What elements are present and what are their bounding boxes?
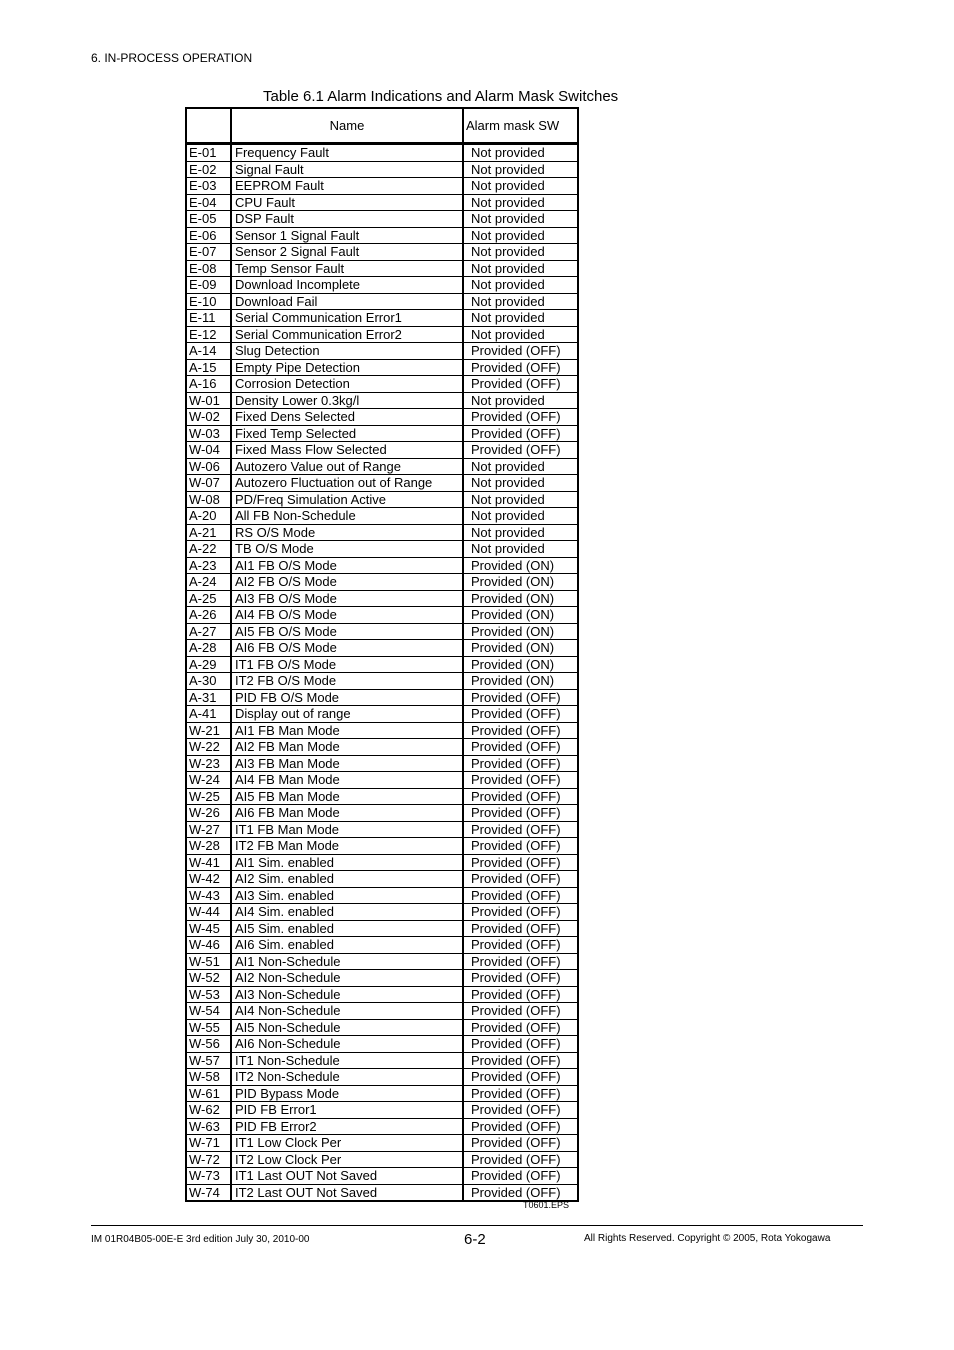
alarm-code-cell: W-53 xyxy=(186,986,231,1003)
alarm-name-cell: EEPROM Fault xyxy=(231,178,463,195)
alarm-code-cell: W-23 xyxy=(186,755,231,772)
alarm-mask-cell: Provided (ON) xyxy=(463,673,578,690)
alarm-code-cell: W-54 xyxy=(186,1003,231,1020)
footer-copyright: All Rights Reserved. Copyright © 2005, Rota Yokogawa xyxy=(584,1233,831,1244)
alarm-name-cell: AI5 FB Man Mode xyxy=(231,788,463,805)
alarm-name-cell: Sensor 1 Signal Fault xyxy=(231,227,463,244)
alarm-mask-cell: Provided (ON) xyxy=(463,656,578,673)
table-row xyxy=(186,986,578,1003)
alarm-name-cell: IT2 Last OUT Not Saved xyxy=(231,1184,463,1201)
alarm-mask-cell: Provided (OFF) xyxy=(463,376,578,393)
page-number: 6-2 xyxy=(464,1231,486,1248)
alarm-table-body xyxy=(186,144,578,1202)
table-row xyxy=(186,937,578,954)
alarm-name-cell: Frequency Fault xyxy=(231,144,463,162)
alarm-mask-cell: Provided (OFF) xyxy=(463,937,578,954)
alarm-code-cell: W-58 xyxy=(186,1069,231,1086)
alarm-code-cell: W-57 xyxy=(186,1052,231,1069)
alarm-name-cell: Signal Fault xyxy=(231,161,463,178)
alarm-mask-cell: Provided (OFF) xyxy=(463,1118,578,1135)
alarm-name-cell: DSP Fault xyxy=(231,211,463,228)
table-row xyxy=(186,442,578,459)
alarm-code-cell: W-45 xyxy=(186,920,231,937)
table-row xyxy=(186,376,578,393)
alarm-mask-cell: Provided (OFF) xyxy=(463,739,578,756)
alarm-table xyxy=(185,107,579,1202)
table-row xyxy=(186,326,578,343)
table-row xyxy=(186,1036,578,1053)
alarm-mask-cell: Not provided xyxy=(463,508,578,525)
table-row xyxy=(186,491,578,508)
table-row xyxy=(186,788,578,805)
table-row xyxy=(186,343,578,360)
alarm-mask-cell: Provided (ON) xyxy=(463,557,578,574)
table-row xyxy=(186,359,578,376)
alarm-mask-cell: Provided (ON) xyxy=(463,574,578,591)
alarm-mask-cell: Not provided xyxy=(463,178,578,195)
alarm-name-cell: Sensor 2 Signal Fault xyxy=(231,244,463,261)
table-row xyxy=(186,623,578,640)
table-row xyxy=(186,1003,578,1020)
alarm-code-cell: W-22 xyxy=(186,739,231,756)
alarm-mask-cell: Not provided xyxy=(463,475,578,492)
alarm-mask-cell: Not provided xyxy=(463,244,578,261)
alarm-code-cell: A-24 xyxy=(186,574,231,591)
alarm-mask-cell: Not provided xyxy=(463,326,578,343)
table-row xyxy=(186,871,578,888)
table-row xyxy=(186,656,578,673)
alarm-name-cell: AI1 Sim. enabled xyxy=(231,854,463,871)
table-row xyxy=(186,1019,578,1036)
table-row xyxy=(186,1135,578,1152)
alarm-name-cell: Corrosion Detection xyxy=(231,376,463,393)
table-row xyxy=(186,640,578,657)
alarm-name-cell: Fixed Mass Flow Selected xyxy=(231,442,463,459)
alarm-name-cell: AI4 FB Man Mode xyxy=(231,772,463,789)
alarm-code-cell: W-08 xyxy=(186,491,231,508)
alarm-code-cell: W-41 xyxy=(186,854,231,871)
alarm-mask-cell: Provided (OFF) xyxy=(463,343,578,360)
alarm-mask-cell: Not provided xyxy=(463,211,578,228)
alarm-code-cell: W-72 xyxy=(186,1151,231,1168)
alarm-name-cell: AI2 FB O/S Mode xyxy=(231,574,463,591)
alarm-name-cell: AI4 Sim. enabled xyxy=(231,904,463,921)
alarm-code-cell: A-23 xyxy=(186,557,231,574)
alarm-code-cell: A-21 xyxy=(186,524,231,541)
table-row xyxy=(186,1102,578,1119)
table-row xyxy=(186,755,578,772)
table-row xyxy=(186,161,578,178)
code-column-header xyxy=(186,108,231,144)
alarm-code-cell: A-27 xyxy=(186,623,231,640)
alarm-code-cell: W-28 xyxy=(186,838,231,855)
table-row xyxy=(186,277,578,294)
alarm-mask-cell: Provided (OFF) xyxy=(463,1036,578,1053)
alarm-mask-cell: Not provided xyxy=(463,260,578,277)
table-row xyxy=(186,574,578,591)
table-row xyxy=(186,805,578,822)
alarm-code-cell: E-11 xyxy=(186,310,231,327)
alarm-code-cell: W-46 xyxy=(186,937,231,954)
table-row xyxy=(186,1184,578,1201)
table-row xyxy=(186,1069,578,1086)
alarm-name-cell: AI4 Non-Schedule xyxy=(231,1003,463,1020)
table-row xyxy=(186,1052,578,1069)
alarm-mask-cell: Provided (OFF) xyxy=(463,409,578,426)
alarm-code-cell: E-07 xyxy=(186,244,231,261)
alarm-mask-cell: Not provided xyxy=(463,491,578,508)
alarm-name-cell: AI2 FB Man Mode xyxy=(231,739,463,756)
alarm-name-cell: AI3 Sim. enabled xyxy=(231,887,463,904)
alarm-name-cell: IT2 FB Man Mode xyxy=(231,838,463,855)
alarm-code-cell: W-01 xyxy=(186,392,231,409)
alarm-name-cell: Autozero Fluctuation out of Range xyxy=(231,475,463,492)
alarm-code-cell: E-08 xyxy=(186,260,231,277)
alarm-code-cell: W-55 xyxy=(186,1019,231,1036)
alarm-mask-cell: Not provided xyxy=(463,277,578,294)
table-row xyxy=(186,178,578,195)
table-row xyxy=(186,920,578,937)
alarm-mask-cell: Provided (ON) xyxy=(463,623,578,640)
alarm-mask-cell: Provided (OFF) xyxy=(463,689,578,706)
alarm-code-cell: W-74 xyxy=(186,1184,231,1201)
table-row xyxy=(186,409,578,426)
table-row xyxy=(186,590,578,607)
alarm-mask-cell: Not provided xyxy=(463,524,578,541)
alarm-name-cell: RS O/S Mode xyxy=(231,524,463,541)
alarm-mask-cell: Not provided xyxy=(463,310,578,327)
table-row xyxy=(186,475,578,492)
alarm-name-cell: AI3 Non-Schedule xyxy=(231,986,463,1003)
alarm-code-cell: A-22 xyxy=(186,541,231,558)
alarm-name-cell: AI6 Non-Schedule xyxy=(231,1036,463,1053)
table-row xyxy=(186,706,578,723)
alarm-name-cell: AI1 Non-Schedule xyxy=(231,953,463,970)
alarm-mask-cell: Provided (ON) xyxy=(463,640,578,657)
alarm-code-cell: A-26 xyxy=(186,607,231,624)
alarm-mask-cell: Provided (OFF) xyxy=(463,1052,578,1069)
table-row xyxy=(186,821,578,838)
alarm-name-cell: PID FB Error2 xyxy=(231,1118,463,1135)
alarm-code-cell: W-25 xyxy=(186,788,231,805)
alarm-mask-cell: Not provided xyxy=(463,541,578,558)
table-row xyxy=(186,260,578,277)
alarm-code-cell: W-51 xyxy=(186,953,231,970)
table-row xyxy=(186,458,578,475)
alarm-mask-cell: Provided (OFF) xyxy=(463,821,578,838)
alarm-mask-cell: Provided (OFF) xyxy=(463,1069,578,1086)
alarm-name-cell: Density Lower 0.3kg/l xyxy=(231,392,463,409)
alarm-mask-cell: Not provided xyxy=(463,194,578,211)
alarm-name-cell: Fixed Dens Selected xyxy=(231,409,463,426)
alarm-code-cell: W-03 xyxy=(186,425,231,442)
alarm-name-cell: Serial Communication Error2 xyxy=(231,326,463,343)
table-row xyxy=(186,887,578,904)
table-row xyxy=(186,194,578,211)
table-row xyxy=(186,854,578,871)
alarm-code-cell: A-20 xyxy=(186,508,231,525)
alarm-mask-cell: Not provided xyxy=(463,392,578,409)
alarm-mask-cell: Provided (OFF) xyxy=(463,970,578,987)
footer-divider xyxy=(91,1225,863,1226)
alarm-name-cell: Download Fail xyxy=(231,293,463,310)
alarm-mask-cell: Provided (OFF) xyxy=(463,854,578,871)
alarm-code-cell: W-62 xyxy=(186,1102,231,1119)
alarm-code-cell: W-07 xyxy=(186,475,231,492)
table-row xyxy=(186,904,578,921)
alarm-name-cell: Temp Sensor Fault xyxy=(231,260,463,277)
alarm-mask-cell: Provided (OFF) xyxy=(463,1102,578,1119)
alarm-code-cell: E-06 xyxy=(186,227,231,244)
alarm-mask-cell: Provided (OFF) xyxy=(463,359,578,376)
section-header: 6. IN-PROCESS OPERATION xyxy=(91,51,253,65)
alarm-code-cell: E-02 xyxy=(186,161,231,178)
alarm-code-cell: W-56 xyxy=(186,1036,231,1053)
alarm-code-cell: A-16 xyxy=(186,376,231,393)
alarm-code-cell: W-61 xyxy=(186,1085,231,1102)
alarm-mask-cell: Provided (OFF) xyxy=(463,986,578,1003)
table-row xyxy=(186,557,578,574)
table-row xyxy=(186,1085,578,1102)
table-row xyxy=(186,739,578,756)
alarm-code-cell: A-25 xyxy=(186,590,231,607)
alarm-code-cell: W-43 xyxy=(186,887,231,904)
table-row xyxy=(186,508,578,525)
alarm-name-cell: PID Bypass Mode xyxy=(231,1085,463,1102)
alarm-name-cell: IT2 FB O/S Mode xyxy=(231,673,463,690)
alarm-mask-cell: Provided (OFF) xyxy=(463,442,578,459)
alarm-code-cell: E-03 xyxy=(186,178,231,195)
alarm-name-cell: IT1 Last OUT Not Saved xyxy=(231,1168,463,1185)
alarm-code-cell: E-10 xyxy=(186,293,231,310)
table-row xyxy=(186,1168,578,1185)
alarm-mask-cell: Provided (ON) xyxy=(463,607,578,624)
table-row xyxy=(186,310,578,327)
alarm-name-cell: Empty Pipe Detection xyxy=(231,359,463,376)
alarm-code-cell: E-04 xyxy=(186,194,231,211)
alarm-code-cell: E-12 xyxy=(186,326,231,343)
alarm-mask-cell: Provided (OFF) xyxy=(463,788,578,805)
table-row xyxy=(186,211,578,228)
table-row xyxy=(186,144,578,162)
alarm-code-cell: W-73 xyxy=(186,1168,231,1185)
alarm-code-cell: A-29 xyxy=(186,656,231,673)
table-row xyxy=(186,524,578,541)
table-row xyxy=(186,772,578,789)
alarm-code-cell: W-52 xyxy=(186,970,231,987)
alarm-name-cell: Slug Detection xyxy=(231,343,463,360)
alarm-code-cell: E-05 xyxy=(186,211,231,228)
table-row xyxy=(186,244,578,261)
alarm-name-cell: AI5 Non-Schedule xyxy=(231,1019,463,1036)
alarm-mask-cell: Provided (OFF) xyxy=(463,425,578,442)
alarm-name-cell: AI4 FB O/S Mode xyxy=(231,607,463,624)
alarm-code-cell: A-41 xyxy=(186,706,231,723)
alarm-mask-cell: Provided (OFF) xyxy=(463,706,578,723)
alarm-mask-cell: Provided (OFF) xyxy=(463,1085,578,1102)
alarm-mask-cell: Not provided xyxy=(463,293,578,310)
table-row xyxy=(186,392,578,409)
alarm-mask-cell: Provided (OFF) xyxy=(463,953,578,970)
alarm-name-cell: AI6 FB Man Mode xyxy=(231,805,463,822)
alarm-mask-cell: Not provided xyxy=(463,144,578,162)
alarm-name-cell: IT1 Low Clock Per xyxy=(231,1135,463,1152)
alarm-code-cell: W-42 xyxy=(186,871,231,888)
alarm-code-cell: A-15 xyxy=(186,359,231,376)
alarm-mask-cell: Provided (OFF) xyxy=(463,722,578,739)
alarm-mask-cell: Provided (OFF) xyxy=(463,920,578,937)
table-row xyxy=(186,1118,578,1135)
alarm-mask-cell: Provided (OFF) xyxy=(463,1151,578,1168)
alarm-name-cell: Display out of range xyxy=(231,706,463,723)
alarm-name-cell: AI6 FB O/S Mode xyxy=(231,640,463,657)
alarm-mask-cell: Provided (OFF) xyxy=(463,755,578,772)
alarm-mask-cell: Not provided xyxy=(463,458,578,475)
alarm-name-cell: AI5 Sim. enabled xyxy=(231,920,463,937)
alarm-name-cell: IT2 Low Clock Per xyxy=(231,1151,463,1168)
alarm-code-cell: W-06 xyxy=(186,458,231,475)
alarm-name-cell: All FB Non-Schedule xyxy=(231,508,463,525)
alarm-code-cell: A-14 xyxy=(186,343,231,360)
alarm-mask-cell: Not provided xyxy=(463,227,578,244)
alarm-code-cell: A-30 xyxy=(186,673,231,690)
table-row xyxy=(186,425,578,442)
alarm-code-cell: A-28 xyxy=(186,640,231,657)
table-header-row xyxy=(186,108,578,144)
table-row xyxy=(186,953,578,970)
table-row xyxy=(186,607,578,624)
alarm-mask-cell: Provided (OFF) xyxy=(463,805,578,822)
alarm-mask-cell: Provided (OFF) xyxy=(463,871,578,888)
table-row xyxy=(186,1151,578,1168)
alarm-name-cell: Autozero Value out of Range xyxy=(231,458,463,475)
alarm-name-cell: PID FB O/S Mode xyxy=(231,689,463,706)
alarm-table-container xyxy=(185,107,577,1202)
alarm-name-cell: AI2 Sim. enabled xyxy=(231,871,463,888)
alarm-mask-cell: Provided (OFF) xyxy=(463,1184,578,1201)
table-row xyxy=(186,293,578,310)
alarm-code-cell: E-01 xyxy=(186,144,231,162)
table-row xyxy=(186,689,578,706)
alarm-name-cell: TB O/S Mode xyxy=(231,541,463,558)
alarm-name-cell: Fixed Temp Selected xyxy=(231,425,463,442)
alarm-name-cell: PID FB Error1 xyxy=(231,1102,463,1119)
alarm-mask-cell: Provided (OFF) xyxy=(463,887,578,904)
alarm-name-cell: Serial Communication Error1 xyxy=(231,310,463,327)
table-caption: Table 6.1 Alarm Indications and Alarm Mask Switches xyxy=(263,88,619,105)
alarm-mask-cell: Provided (OFF) xyxy=(463,838,578,855)
alarm-code-cell: W-02 xyxy=(186,409,231,426)
alarm-code-cell: W-24 xyxy=(186,772,231,789)
alarm-code-cell: W-26 xyxy=(186,805,231,822)
alarm-code-cell: E-09 xyxy=(186,277,231,294)
alarm-name-cell: AI2 Non-Schedule xyxy=(231,970,463,987)
table-row xyxy=(186,970,578,987)
alarm-mask-cell: Provided (OFF) xyxy=(463,1019,578,1036)
alarm-name-cell: AI3 FB O/S Mode xyxy=(231,590,463,607)
alarm-name-cell: Download Incomplete xyxy=(231,277,463,294)
alarm-name-cell: AI3 FB Man Mode xyxy=(231,755,463,772)
alarm-mask-cell: Provided (OFF) xyxy=(463,1168,578,1185)
table-row xyxy=(186,722,578,739)
alarm-mask-cell: Provided (OFF) xyxy=(463,772,578,789)
alarm-code-cell: W-21 xyxy=(186,722,231,739)
alarm-code-cell: W-71 xyxy=(186,1135,231,1152)
alarm-mask-cell: Provided (OFF) xyxy=(463,1003,578,1020)
alarm-code-cell: W-27 xyxy=(186,821,231,838)
alarm-code-cell: A-31 xyxy=(186,689,231,706)
alarm-mask-cell: Provided (OFF) xyxy=(463,1135,578,1152)
alarm-name-cell: IT1 FB O/S Mode xyxy=(231,656,463,673)
alarm-name-cell: IT1 FB Man Mode xyxy=(231,821,463,838)
alarm-name-cell: IT1 Non-Schedule xyxy=(231,1052,463,1069)
table-row xyxy=(186,541,578,558)
table-row xyxy=(186,227,578,244)
alarm-mask-cell: Provided (ON) xyxy=(463,590,578,607)
alarm-code-cell: W-04 xyxy=(186,442,231,459)
alarm-name-cell: AI1 FB O/S Mode xyxy=(231,557,463,574)
table-row xyxy=(186,838,578,855)
alarm-code-cell: W-44 xyxy=(186,904,231,921)
alarm-code-cell: W-63 xyxy=(186,1118,231,1135)
figure-id: T0601.EPS xyxy=(523,1200,570,1210)
alarm-name-cell: IT2 Non-Schedule xyxy=(231,1069,463,1086)
mask-column-header: Alarm mask SW xyxy=(463,108,578,144)
alarm-mask-cell: Provided (OFF) xyxy=(463,904,578,921)
table-row xyxy=(186,673,578,690)
alarm-name-cell: AI5 FB O/S Mode xyxy=(231,623,463,640)
alarm-name-cell: AI1 FB Man Mode xyxy=(231,722,463,739)
name-column-header: Name xyxy=(231,108,463,144)
alarm-name-cell: CPU Fault xyxy=(231,194,463,211)
alarm-name-cell: PD/Freq Simulation Active xyxy=(231,491,463,508)
footer-doc-info: IM 01R04B05-00E-E 3rd edition July 30, 2010-00 xyxy=(91,1234,310,1245)
alarm-name-cell: AI6 Sim. enabled xyxy=(231,937,463,954)
alarm-mask-cell: Not provided xyxy=(463,161,578,178)
